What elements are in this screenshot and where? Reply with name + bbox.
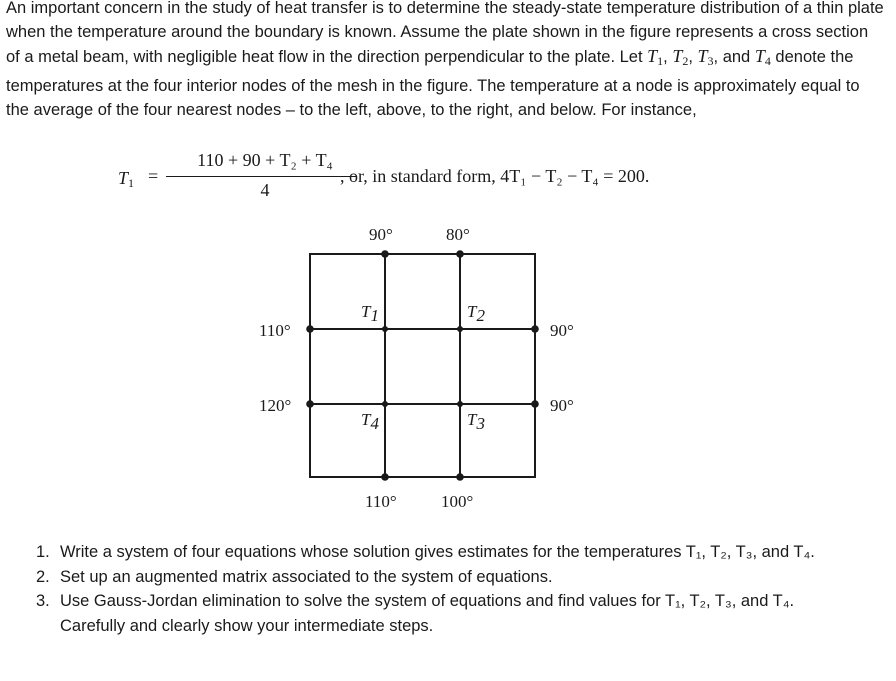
equation-standard-form: , or, in standard form, 4T₁ − T₂ − T₄ = 200. xyxy=(340,166,650,186)
node-t3 xyxy=(457,401,463,407)
task-item: 2. Set up an augmented matrix associated to the system of equations. xyxy=(36,567,553,586)
var-t3: $T_3$ xyxy=(697,46,714,69)
label-bottom-left: 110° xyxy=(365,492,397,511)
task-list xyxy=(36,540,856,638)
task-text: Set up an augmented matrix associated to the system of equations. xyxy=(60,567,553,586)
equation-numerator: 110 + 90 + T₂ + T₄ xyxy=(197,150,333,170)
problem-paragraph: An important concern in the study of heat transfer is to determine the steady-state temperature distribution of a thin plate when the temperature around the boundary is known. Assume the plate shown in the figure represents a cross section of a metal beam, with negligible heat flow in the direction perpendicular to the plate. Let $T_1$, $T_2$, $T_3$, and $T_4$ denote the temperatures at the four interior nodes of the mesh in the figure. The temperature at a node is approximately equal to the average of the four nearest nodes – to the left, above, to the right, and below. For instance, xyxy=(6,0,884,119)
label-left-lower: 120° xyxy=(259,396,292,415)
label-bottom-right: 100° xyxy=(441,492,474,511)
mesh-grid xyxy=(310,254,535,477)
label-top-right: 80° xyxy=(446,225,470,244)
label-left-upper: 110° xyxy=(259,321,291,340)
node-bottom-right xyxy=(456,473,464,481)
node-left-lower xyxy=(306,400,314,408)
label-right-lower: 90° xyxy=(550,396,574,415)
task-text: Write a system of four equations whose solution gives estimates for the temperatures T₁, T₂, T₃, and T₄. xyxy=(60,543,815,561)
paragraph-text-1: An important concern in the study of heat transfer is to determine the steady-state temperature distribution of a thin plate when the temperature around the boundary is known. Assume the plate shown in the figure represents a cross section of a metal beam, with negligible heat flow in the direction perpendicular to the plate. Let xyxy=(6,0,884,67)
label-top-left: 90° xyxy=(369,225,393,244)
node-t4 xyxy=(382,401,388,407)
node-top-left xyxy=(381,250,389,258)
var-t4: $T_4$ xyxy=(754,46,771,69)
node-right-upper xyxy=(531,325,539,333)
node-top-right xyxy=(456,250,464,258)
equation-lhs: $T_1$ xyxy=(118,168,135,190)
paragraph-text-2: denote the temperatures at the four interior nodes of the mesh in the figure. The temperature at a node is approximately equal to the average of the four nearest nodes – to the left, above, to the right, and below. For instance, xyxy=(6,48,860,119)
task-item: 3. Use Gauss-Jordan elimination to solve the system of equations and find values for T₁, T₂, T₃, and T₄. Carefully and clearly show your intermediate steps. xyxy=(36,592,795,635)
label-node-t1: T1 xyxy=(361,302,379,325)
var-t2: $T_2$ xyxy=(672,46,689,69)
node-left-upper xyxy=(306,325,314,333)
label-node-t4: T4 xyxy=(361,410,379,433)
node-bottom-left xyxy=(381,473,389,481)
label-node-t2: T2 xyxy=(467,302,485,325)
mesh-border xyxy=(310,254,535,477)
task-item: 1. Write a system of four equations whose solution gives estimates for the temperatures T₁, T₂, T₃, and T₄. xyxy=(36,543,815,561)
boundary-nodes xyxy=(306,250,539,481)
equation-equals: = xyxy=(148,166,159,186)
node-t1 xyxy=(382,326,388,332)
label-node-t3: T3 xyxy=(467,410,485,433)
node-right-lower xyxy=(531,400,539,408)
equation-denominator: 4 xyxy=(260,180,270,200)
label-right-upper: 90° xyxy=(550,321,574,340)
task-text: Use Gauss-Jordan elimination to solve the system of equations and find values for T₁, T₂, T₃, and T₄. Carefully and clearly show your intermediate steps. xyxy=(60,592,795,635)
interior-nodes xyxy=(382,326,463,407)
node-t2 xyxy=(457,326,463,332)
var-t1: $T_1$ xyxy=(647,46,664,69)
